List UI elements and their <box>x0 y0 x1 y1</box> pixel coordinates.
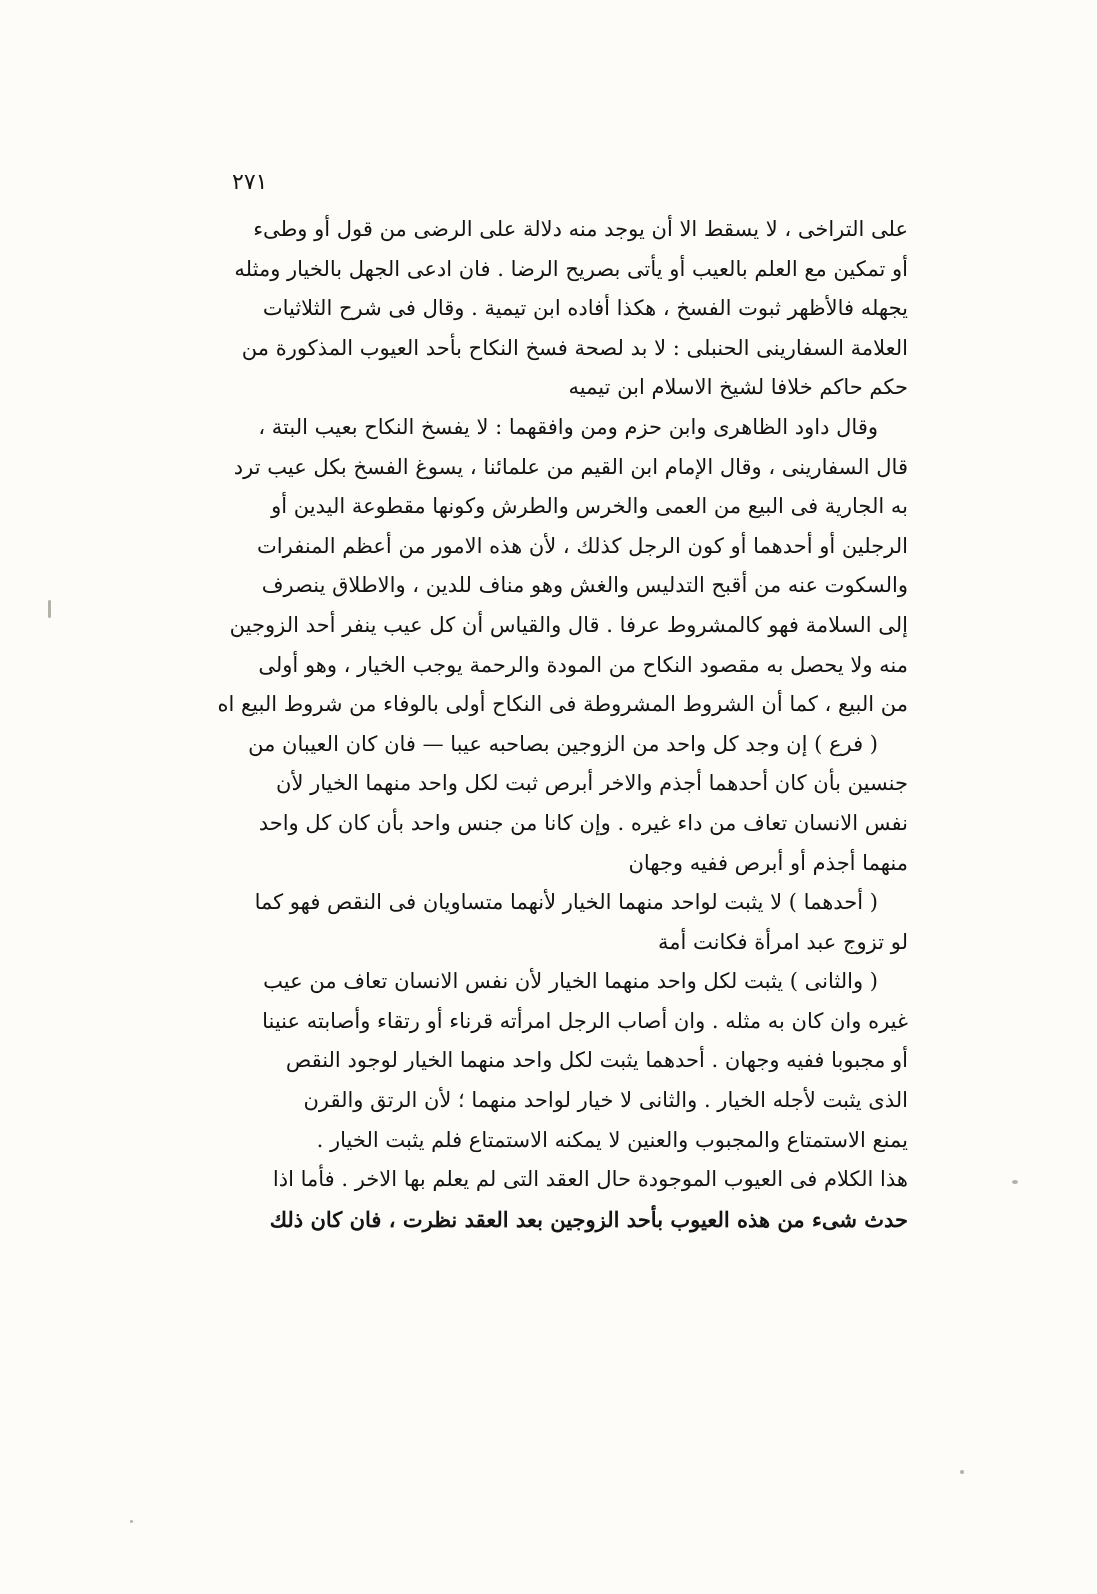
body-text <box>180 210 908 1239</box>
text-line-14: ( فرع ) إن وجد كل واحد من الزوجين بصاحبه عيبا — فان كان العيبان من <box>248 731 878 756</box>
text-line-9: الرجلين أو أحدهما أو كون الرجل كذلك ، لأن هذه الامور من أعظم المنفرات <box>257 533 908 558</box>
text-line-6: وقال داود الظاهرى وابن حزم ومن وافقهما : لا يفسخ النكاح بعيب البتة ، <box>258 414 878 439</box>
text-line-4: العلامة السفارينى الحنبلى : لا بد لصحة فسخ النكاح بأحد العيوب المذكورة من <box>241 335 908 360</box>
scan-speck <box>48 600 51 618</box>
text-line-20: ( والثانى ) يثبت لكل واحد منهما الخيار لأن نفس الانسان تعاف من عيب <box>263 969 878 994</box>
text-line-7: قال السفارينى ، وقال الإمام ابن القيم من علمائنا ، يسوغ الفسخ بكل عيب ترد <box>233 454 908 479</box>
text-line-24: يمنع الاستمتاع والمجبوب والعنين لا يمكنه الاستمتاع فلم يثبت الخيار . <box>316 1127 908 1152</box>
text-line-22: أو مجبوبا ففيه وجهان . أحدهما يثبت لكل واحد منهما الخيار لوجود النقص <box>285 1048 908 1073</box>
text-line-15: جنسين بأن كان أحدهما أجذم والاخر أبرص ثبت لكل واحد منهما الخيار لأن <box>276 771 908 796</box>
text-line-26: حدث شىء من هذه العيوب بأحد الزوجين بعد العقد نظرت ، فان كان ذلك <box>269 1206 908 1232</box>
scan-speck <box>960 1470 964 1474</box>
text-line-21: غيره وان كان به مثله . وان أصاب الرجل امرأته قرناء أو رتقاء وأصابته عنينا <box>262 1008 908 1033</box>
text-line-13: من البيع ، كما أن الشروط المشروطة فى النكاح أولى بالوفاء من شروط البيع اه <box>217 692 908 717</box>
text-line-8: به الجارية فى البيع من العمى والخرس والطرش وكونها مقطوعة اليدين أو <box>271 494 908 519</box>
page-number: ٢٧١ <box>232 170 268 195</box>
text-line-25: هذا الكلام فى العيوب الموجودة حال العقد التى لم يعلم بها الاخر . فأما اذا <box>272 1167 908 1192</box>
scan-speck <box>1012 1180 1018 1184</box>
text-line-2: أو تمكين مع العلم بالعيب أو يأتى بصريح الرضا . فان ادعى الجهل بالخيار ومثله <box>234 256 908 281</box>
scan-speck <box>130 1520 133 1523</box>
text-line-17: منهما أجذم أو أبرص ففيه وجهان <box>628 850 908 875</box>
text-line-16: نفس الانسان تعاف من داء غيره . وإن كانا من جنس واحد بأن كان كل واحد <box>258 810 908 835</box>
text-line-19: لو تزوج عبد امرأة فكانت أمة <box>658 929 908 954</box>
text-line-1: على التراخى ، لا يسقط الا أن يوجد منه دلالة على الرضى من قول أو وطىء <box>253 217 908 241</box>
text-line-12: منه ولا يحصل به مقصود النكاح من المودة والرحمة يوجب الخيار ، وهو أولى <box>258 652 908 677</box>
text-line-3: يجهله فالأظهر ثبوت الفسخ ، هكذا أفاده ابن تيمية . وقال فى شرح الثلاثيات <box>262 296 908 321</box>
text-line-23: الذى يثبت لأجله الخيار . والثانى لا خيار لواحد منهما ؛ لأن الرتق والقرن <box>303 1088 908 1113</box>
text-line-5: حكم حاكم خلافا لشيخ الاسلام ابن تيميه <box>568 375 908 400</box>
text-line-10: والسكوت عنه من أقبح التدليس والغش وهو مناف للدين ، والاطلاق ينصرف <box>261 573 908 598</box>
text-line-18: ( أحدهما ) لا يثبت لواحد منهما الخيار لأنهما متساويان فى النقص فهو كما <box>254 890 878 915</box>
text-line-11: إلى السلامة فهو كالمشروط عرفا . قال والقياس أن كل عيب ينفر أحد الزوجين <box>229 612 908 637</box>
